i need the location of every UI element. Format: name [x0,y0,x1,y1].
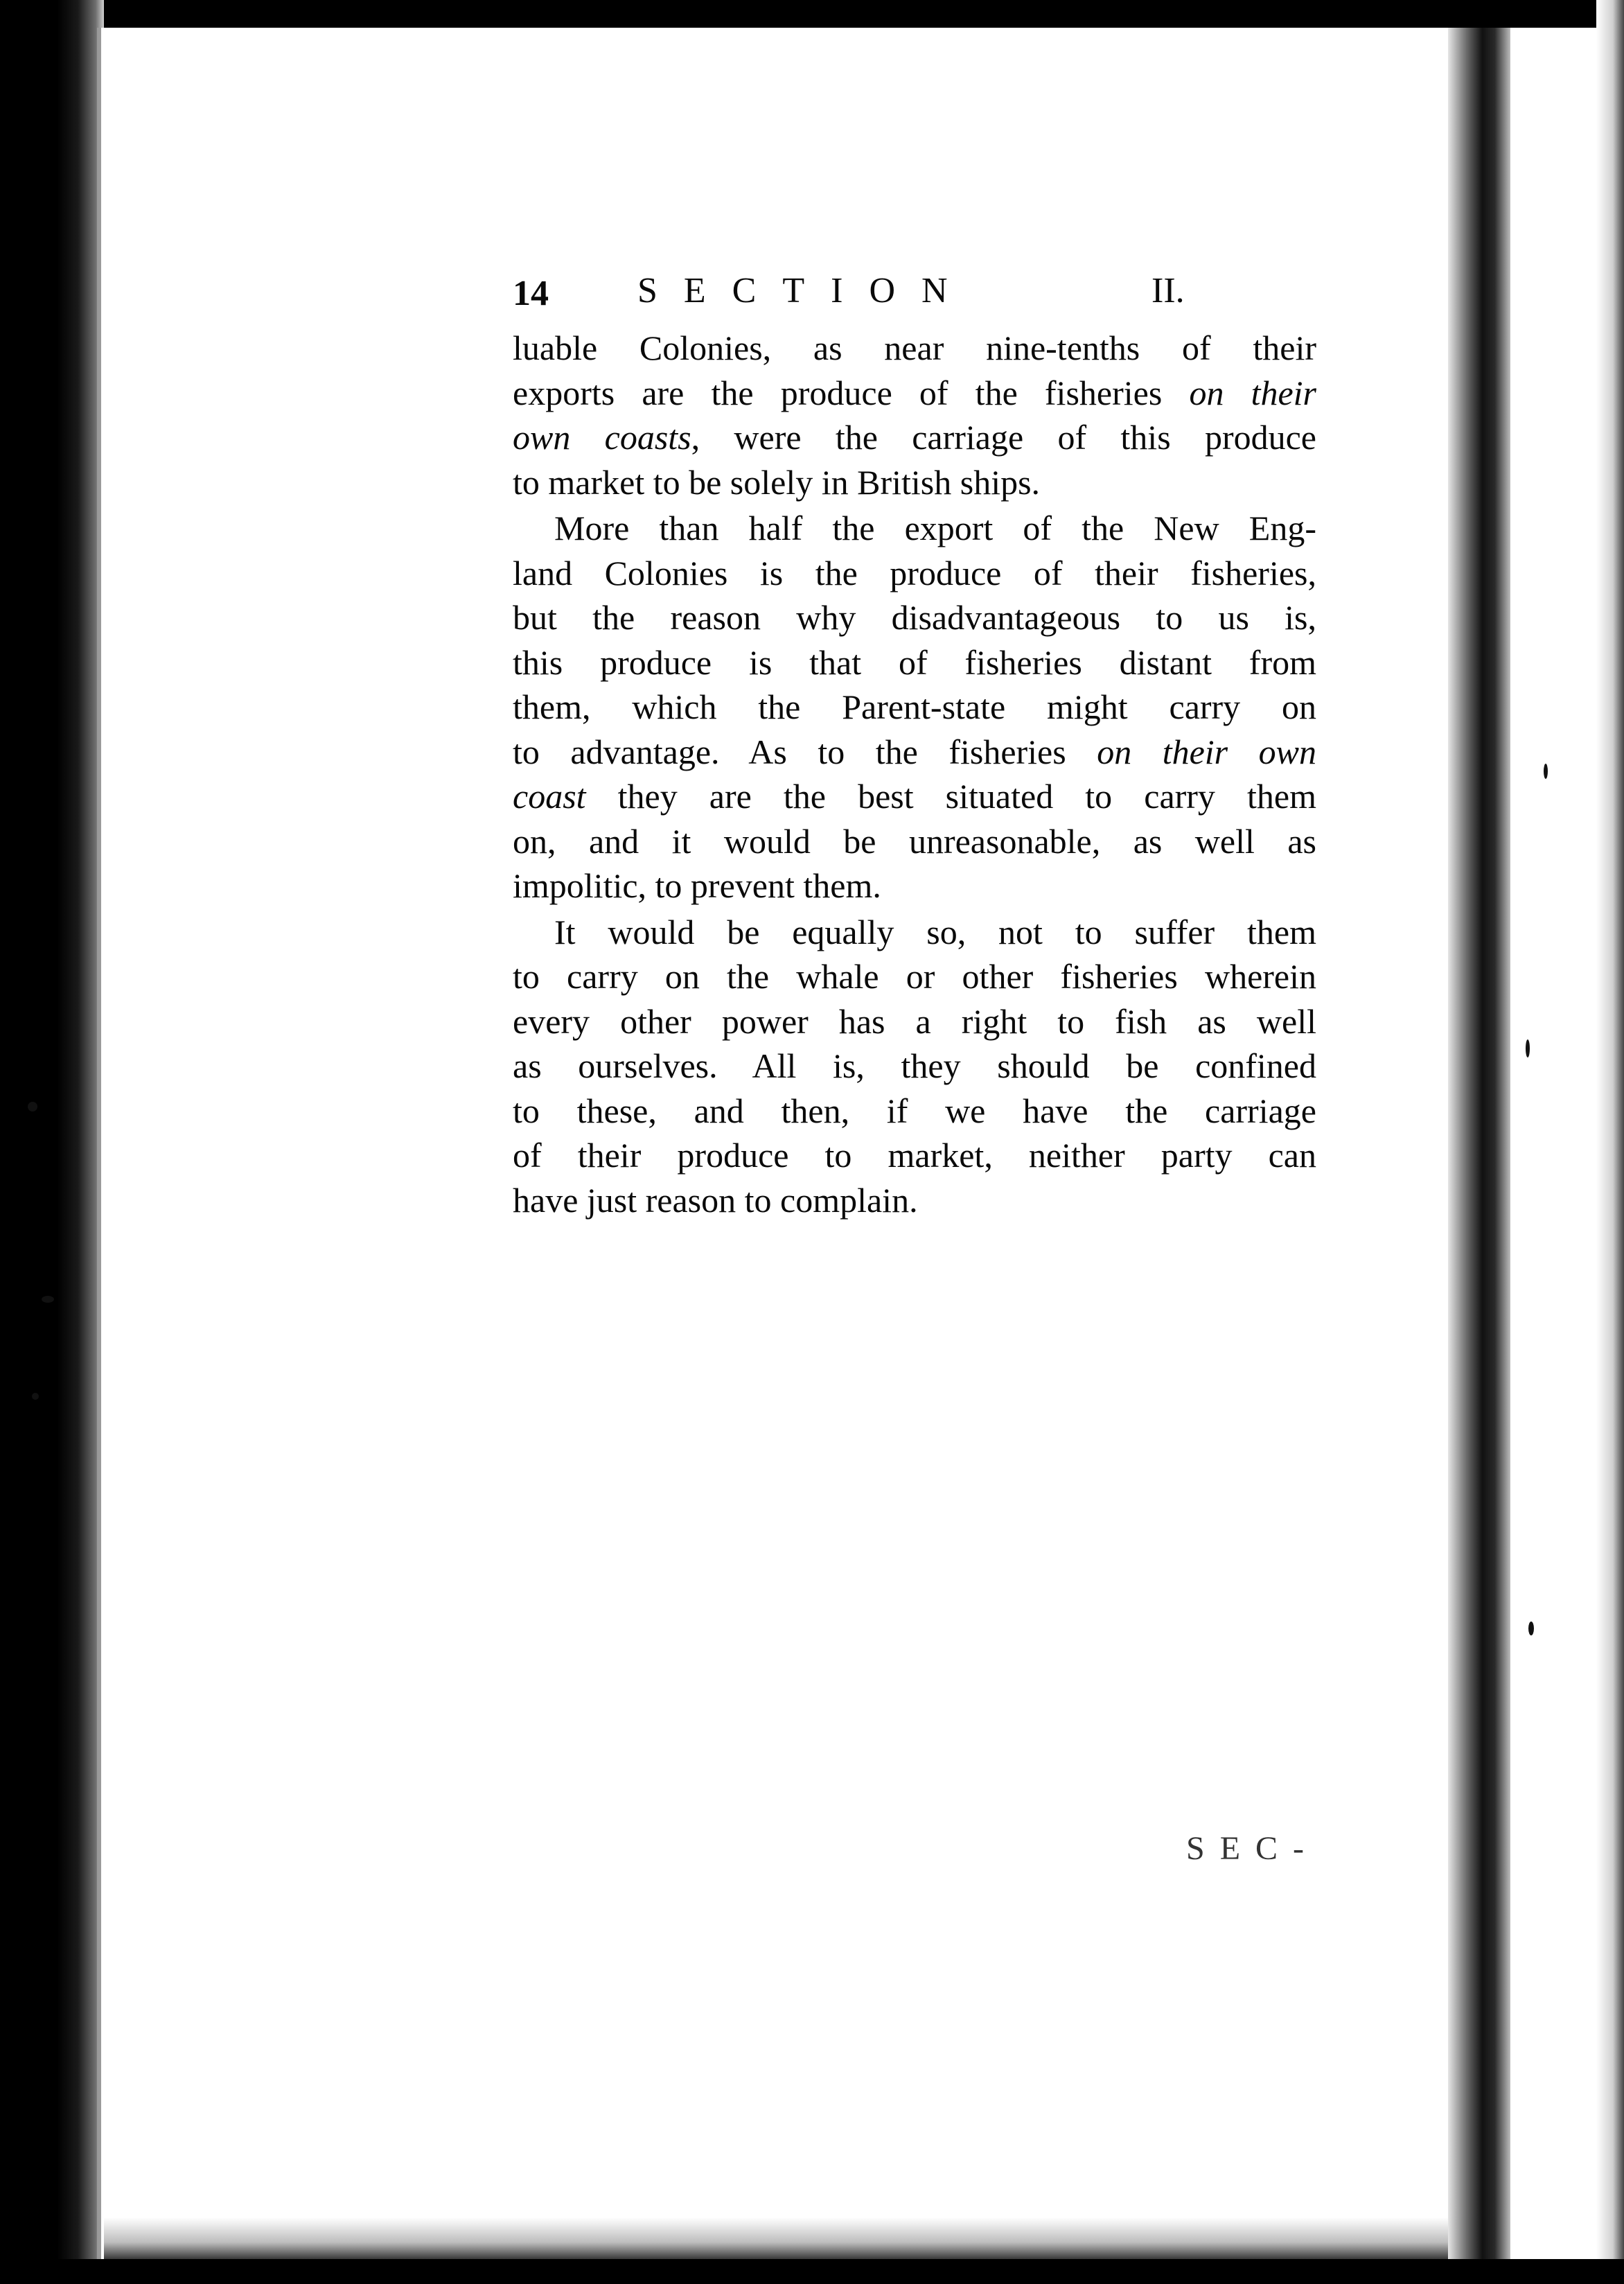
text-line: impolitic, to prevent them. [513,866,881,905]
italic-phrase: coast [513,777,586,816]
text-line: own coasts, were the carriage of this produce [513,418,1316,457]
italic-phrase: own coasts [513,418,691,457]
scan-speck [28,1102,37,1112]
text-line: to carry on the whale or other fisheries wherein [513,957,1316,996]
italic-phrase: on their own [1097,732,1316,771]
scan-speck [42,1296,54,1303]
text-line: to market to be solely in British ships. [513,462,1041,502]
italic-phrase: on their [1189,373,1317,412]
text-line: land Colonies is the produce of their fisheries, [513,553,1316,592]
scan-speck [32,1393,39,1400]
page-bottom-shadow [104,2217,1462,2259]
text-line: have just reason to complain. [513,1180,918,1220]
text-line: coast they are the best situated to carry them [513,777,1316,816]
page-text-block [513,263,1316,1222]
facing-page-mark [1526,1039,1530,1057]
facing-page-mark [1528,1622,1534,1635]
text-line: exports are the produce of the fisheries on their [513,373,1317,412]
text-line: every other power has a right to fish as well [513,1001,1316,1041]
scan-border-bottom [0,2259,1624,2284]
body-text [513,326,1316,1222]
text-line: to these, and then, if we have the carriage [513,1091,1316,1130]
section-title: SECTION [637,271,974,310]
section-number: II. [1151,271,1185,310]
text-line: on, and it would be unreasonable, as well as [513,821,1316,861]
paragraph [513,910,1316,1223]
text-line: them, which the Parent-state might carry on [513,687,1316,726]
scan-border-right [1596,0,1624,2284]
text-line: of their produce to market, neither party can [513,1136,1316,1175]
book-gutter [1448,28,1510,2266]
scan-border-left [0,0,104,2284]
text-line: luable Colonies, as near nine-tenths of their [513,328,1316,367]
paragraph [513,326,1316,504]
paragraph [513,506,1316,908]
text-line: as ourselves. All is, they should be confined [513,1046,1316,1085]
text-line: this produce is that of fisheries distant from [513,642,1316,682]
catchword: SEC- [1186,1830,1320,1867]
text-line: but the reason why disadvantageous to us is, [513,598,1316,637]
running-head [513,263,1316,326]
text-line: to advantage. As to the fisheries on their own [513,732,1316,771]
text-line: More than half the export of the New Eng- [554,509,1316,547]
text-line: It would be equally so, not to suffer them [554,912,1316,951]
page-number: 14 [513,274,549,313]
facing-page-mark [1544,764,1548,779]
